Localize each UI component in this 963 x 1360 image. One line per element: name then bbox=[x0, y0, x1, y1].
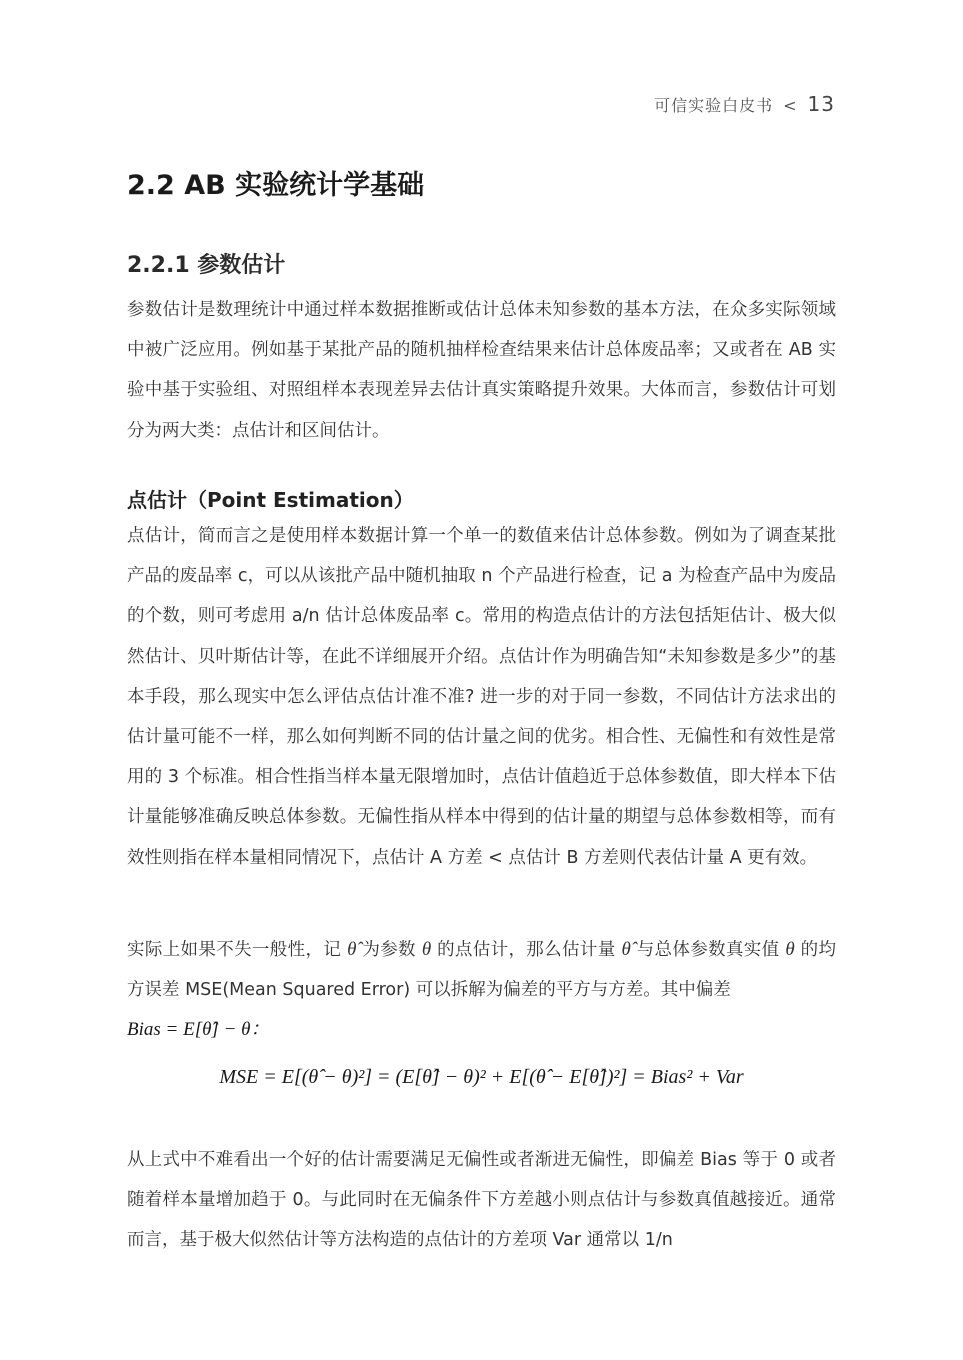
mse-text-1: 实际上如果不失一般性，记 bbox=[127, 940, 348, 960]
conclusion-paragraph: 从上式中不难看出一个好的估计需要满足无偏性或者渐进无偏性，即偏差 Bias 等于 0 或者随着样本量增加趋于 0。与此同时在无偏条件下方差越小则点估计与参数真值越接近。通常而言，基于极大似然估计等方法构造的点估计的方差项 Var 通常以 1/n bbox=[127, 1150, 836, 1251]
theta-symbol-2: θ bbox=[785, 939, 795, 960]
mse-text-3: 的点估计，那么估计量 bbox=[431, 940, 622, 960]
theta-hat-symbol-2: θ̂ bbox=[621, 939, 631, 960]
point-estimation-heading: 点估计（Point Estimation） bbox=[127, 488, 414, 512]
mse-text-4: 与总体参数真实值 bbox=[630, 940, 786, 960]
mse-text-5: 的均方误差 MSE(Mean Squared Error) 可以拆解为偏差的平方与方差。其中偏差 bbox=[127, 940, 837, 1001]
mse-decomposition-equation: MSE = E[(θ̂ − θ)²] = (E[θ̂] − θ)² + E[(θ̂ − E[θ̂])²] = Bias² + Var bbox=[219, 1066, 744, 1088]
bias-definition: Bias = E[θ̂] − θ： bbox=[127, 1019, 270, 1041]
mse-paragraph bbox=[127, 930, 836, 1051]
book-title: 可信实验白皮书 bbox=[654, 96, 774, 115]
mse-text-2: 为参数 bbox=[356, 940, 422, 960]
theta-hat-symbol: θ̂ bbox=[347, 939, 357, 960]
subsection-title: 2.2.1 参数估计 bbox=[127, 253, 286, 278]
header-separator: < bbox=[783, 96, 798, 115]
section-title: 2.2 AB 实验统计学基础 bbox=[127, 170, 425, 201]
intro-paragraph: 参数估计是数理统计中通过样本数据推断或估计总体未知参数的基本方法，在众多实际领域中被广泛应用。例如基于某批产品的随机抽样检查结果来估计总体废品率；又或者在 AB 实验中基于实验组、对照组样本表现差异去估计真实策略提升效果。大体而言，参数估计可划分为两大类：点估计和区间估计。 bbox=[127, 300, 836, 441]
page-number: 13 bbox=[807, 92, 835, 116]
point-estimation-paragraph: 点估计，简而言之是使用样本数据计算一个单一的数值来估计总体参数。例如为了调查某批产品的废品率 c，可以从该批产品中随机抽取 n 个产品进行检查，记 a 为检查产品中为废品的个数，则可考虑用 a/n 估计总体废品率 c。常用的构造点估计的方法包括矩估计、极大似然估计、贝叶斯估计等，在此不详细展开介绍。点估计作为明确告知“未知参数是多少”的基本手段，那么现实中怎么评估点估计准不准? 进一步的对于同一参数，不同估计方法求出的估计量可能不一样，那么如何判断不同的估计量之间的优劣。相合性、无偏性和有效性是常用的 3 个标准。相合性指当样本量无限增加时，点估计值趋近于总体参数值，即大样本下估计量能够准确反映总体参数。无偏性指从样本中得到的估计量的期望与总体参数相等，而有效性则指在样本量相同情况下，点估计 A 方差 < 点估计 B 方差则代表估计量 A 更有效。 bbox=[127, 526, 836, 868]
running-header bbox=[654, 92, 835, 116]
theta-symbol: θ bbox=[421, 939, 432, 960]
